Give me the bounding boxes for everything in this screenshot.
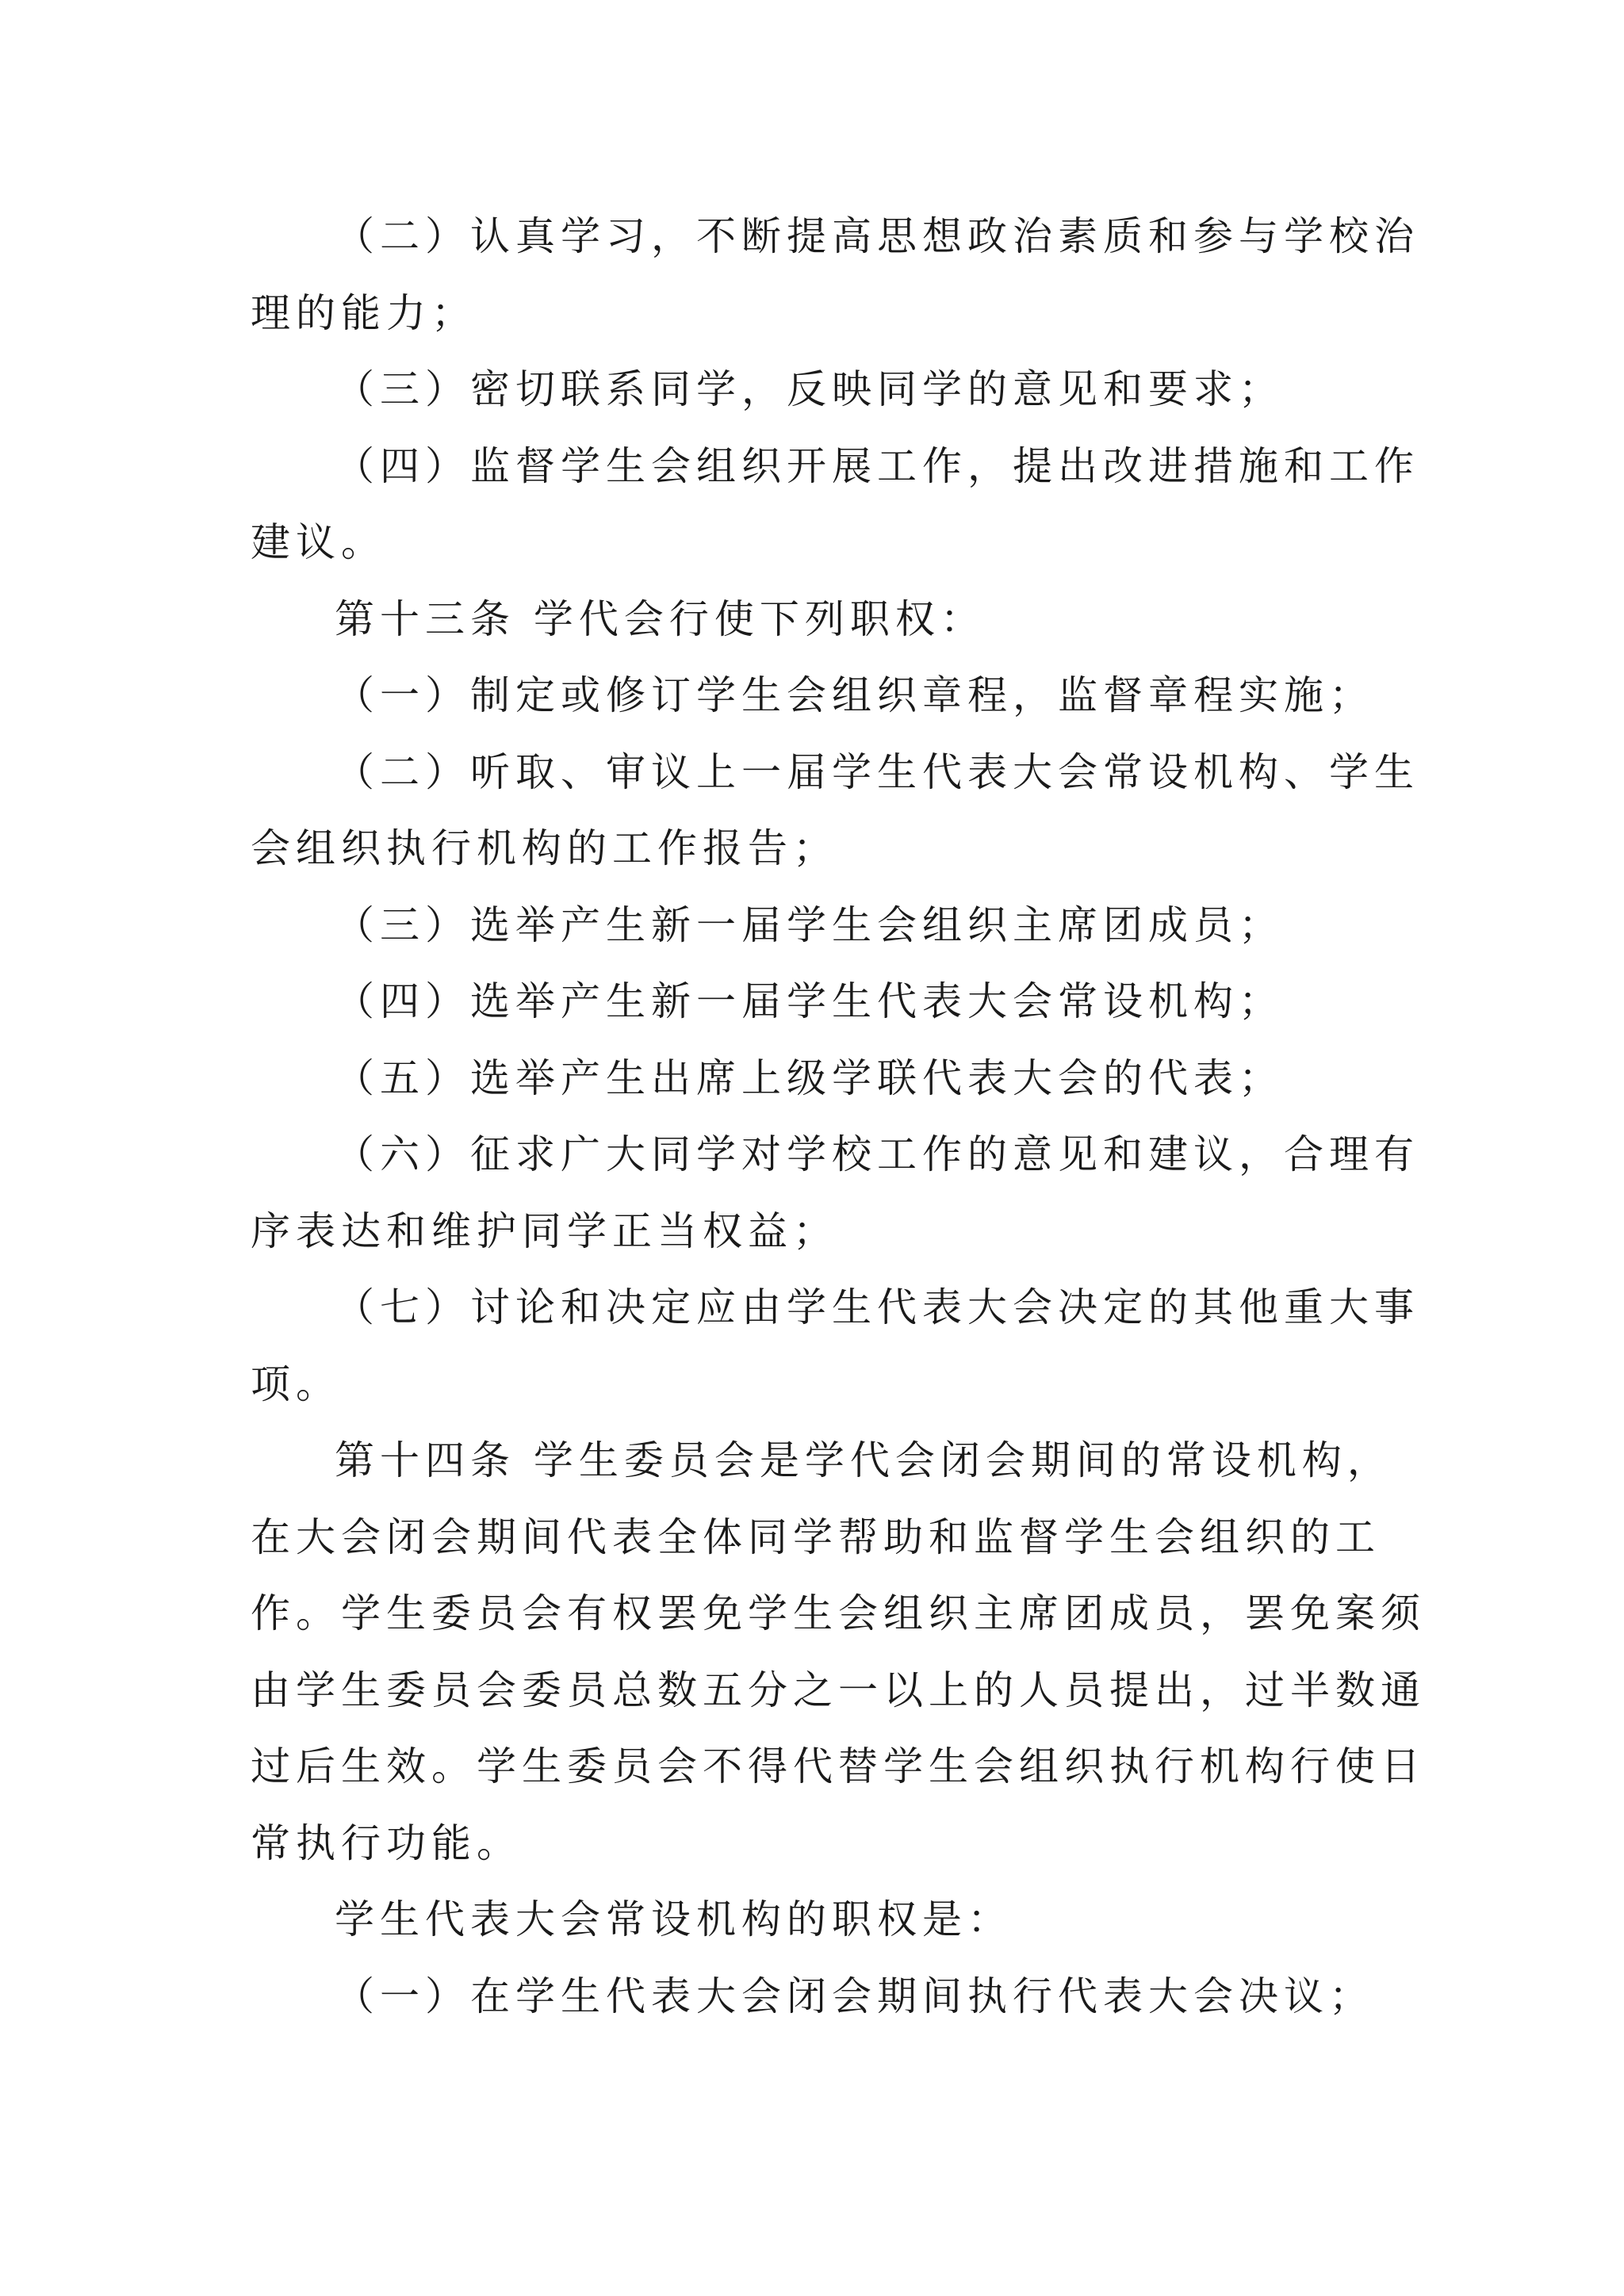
text-line: 会组织执行机构的工作报告； (251, 825, 838, 871)
text-line: 常执行功能。 (251, 1820, 522, 1866)
text-line: 过后生效。学生委员会不得代替学生会组织执行机构行使日 (251, 1743, 1426, 1789)
text-line: （三）密切联系同学，反映同学的意见和要求； (335, 366, 1284, 412)
text-line: （六）征求广大同学对学校工作的意见和建议，合理有 (335, 1131, 1419, 1177)
text-line: 序表达和维护同学正当权益； (251, 1207, 838, 1254)
text-line: （四）选举产生新一届学生代表大会常设机构； (335, 978, 1284, 1024)
text-line: （二）认真学习，不断提高思想政治素质和参与学校治 (335, 213, 1419, 259)
text-line: 理的能力； (251, 289, 477, 336)
text-line: （三）选举产生新一届学生会组织主席团成员； (335, 901, 1284, 948)
text-line: （四）监督学生会组织开展工作，提出改进措施和工作 (335, 442, 1419, 489)
text-line: 在大会闭会期间代表全体同学帮助和监督学生会组织的工 (251, 1513, 1381, 1560)
text-line: （一）在学生代表大会闭会期间执行代表大会决议； (335, 1973, 1374, 2019)
text-line: 由学生委员会委员总数五分之一以上的人员提出，过半数通 (251, 1667, 1426, 1713)
text-line: 建议。 (251, 519, 386, 565)
text-line: （一）制定或修订学生会组织章程，监督章程实施； (335, 672, 1374, 718)
text-line: （五）选举产生出席上级学联代表大会的代表； (335, 1054, 1284, 1101)
text-line: （二）听取、审议上一届学生代表大会常设机构、学生 (335, 748, 1419, 795)
article-heading-13: 第十三条 学代会行使下列职权： (335, 595, 986, 642)
text-line: 作。学生委员会有权罢免学生会组织主席团成员，罢免案须 (251, 1590, 1426, 1636)
text-line: 学生代表大会常设机构的职权是： (335, 1896, 1013, 1942)
article-heading-14: 第十四条 学生委员会是学代会闭会期间的常设机构， (335, 1437, 1392, 1483)
text-line: 项。 (251, 1360, 341, 1407)
text-line: （七）讨论和决定应由学生代表大会决定的其他重大事 (335, 1284, 1419, 1330)
document-body (251, 198, 1426, 2034)
